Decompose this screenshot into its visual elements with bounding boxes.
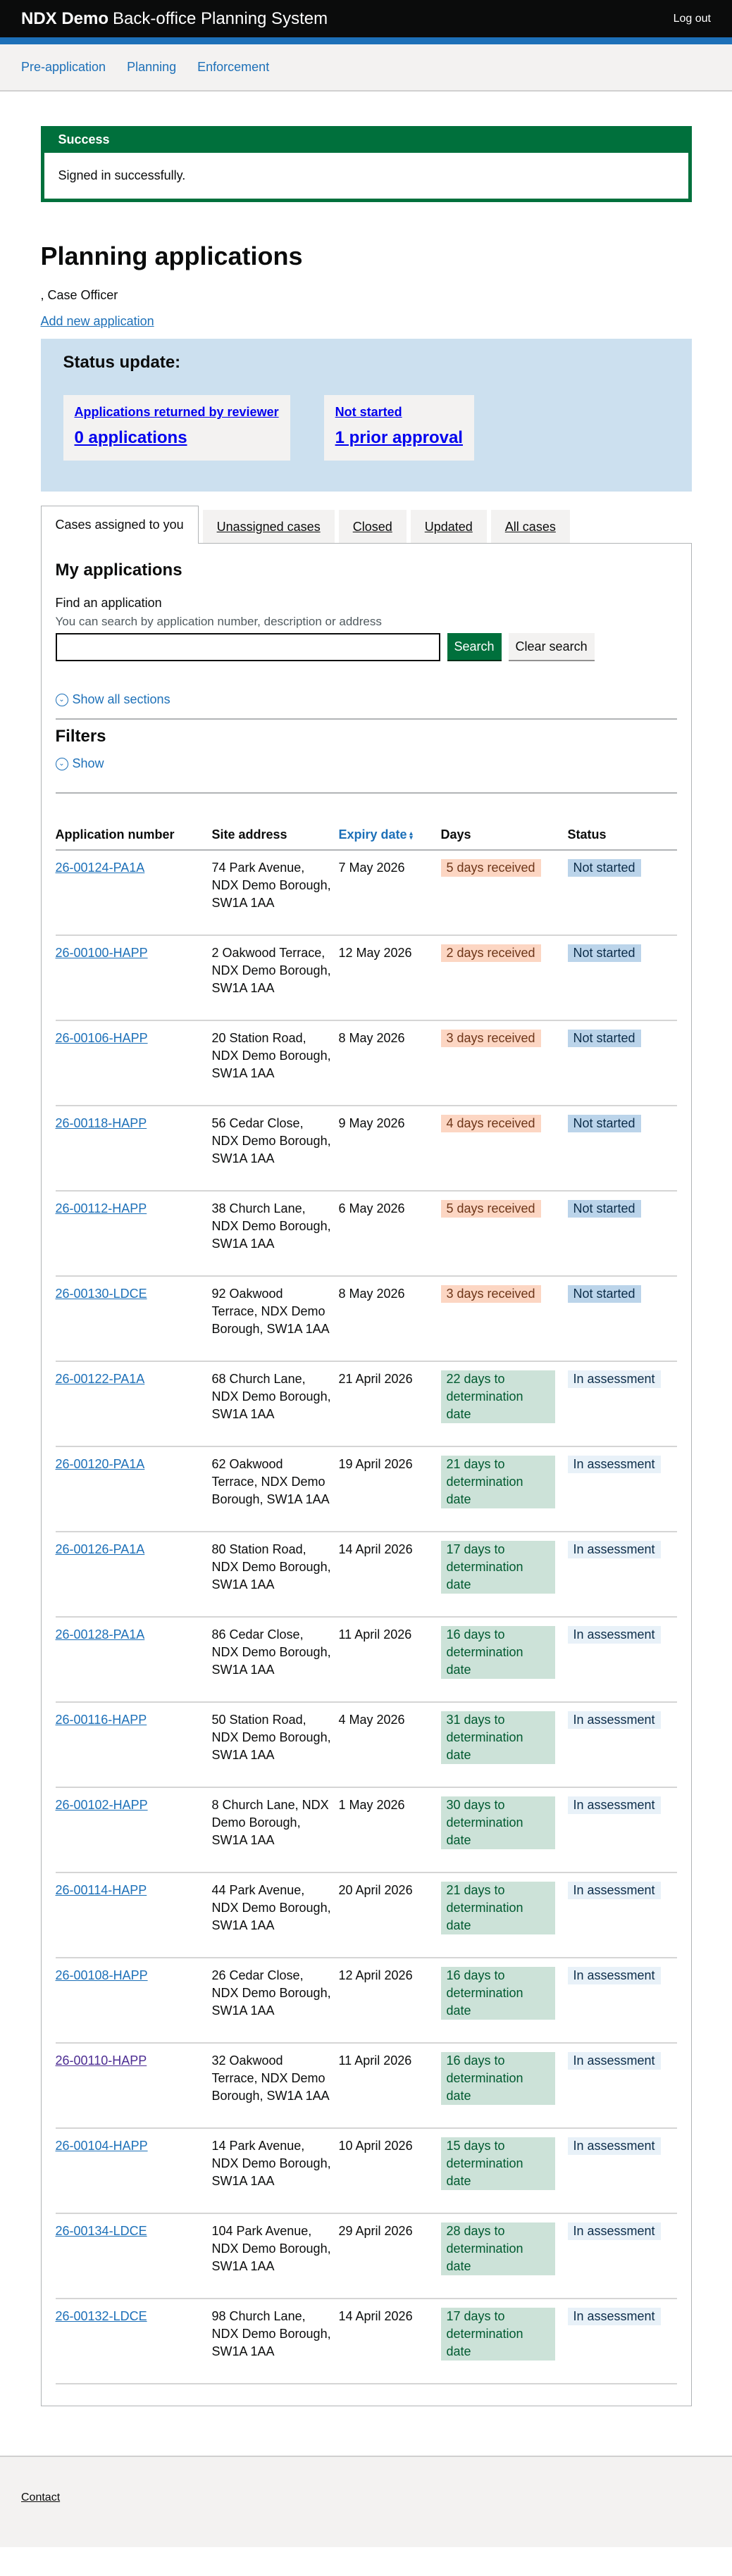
table-row	[56, 1958, 677, 2043]
days-cell	[441, 1872, 568, 1958]
application-link[interactable]: 26-00104-HAPP	[55, 2139, 148, 2153]
site-address: 62 Oakwood Terrace, NDX Demo Borough, SW1A 1AA	[212, 1446, 339, 1532]
days-cell	[441, 1276, 568, 1361]
status-badge: In assessment	[568, 2308, 661, 2325]
expiry-date-label: Expiry date	[338, 827, 407, 842]
nav-planning[interactable]: Planning	[127, 60, 177, 74]
table-row	[56, 2128, 677, 2213]
status-badge: In assessment	[568, 2222, 661, 2240]
expiry-date: 12 May 2026	[339, 935, 441, 1020]
status-update-panel	[41, 339, 692, 492]
days-tag: 15 days to determination date	[441, 2137, 555, 2190]
success-banner-message: Signed in successfully.	[58, 168, 186, 182]
site-address: 50 Station Road, NDX Demo Borough, SW1A 1AA	[212, 1702, 339, 1787]
days-cell	[441, 2043, 568, 2128]
site-address: 86 Cedar Close, NDX Demo Borough, SW1A 1AA	[212, 1617, 339, 1702]
success-banner-title: Success	[44, 130, 688, 153]
table-row	[56, 1702, 677, 1787]
days-cell	[441, 1532, 568, 1617]
tab-cases-assigned[interactable]: Cases assigned to you	[41, 506, 199, 544]
expiry-date: 7 May 2026	[339, 850, 441, 935]
expiry-date: 29 April 2026	[339, 2213, 441, 2299]
status-cell	[568, 2128, 677, 2213]
table-row	[56, 1532, 677, 1617]
table-row	[56, 2043, 677, 2128]
service-name[interactable]	[21, 9, 328, 29]
clear-search-button[interactable]: Clear search	[509, 633, 595, 660]
page-title: Planning applications	[40, 242, 303, 270]
returned-count-link[interactable]: 0 applications	[74, 428, 187, 447]
status-badge: Not started	[568, 1285, 641, 1303]
status-badge: Not started	[568, 859, 641, 877]
site-address: 26 Cedar Close, NDX Demo Borough, SW1A 1AA	[212, 1958, 339, 2043]
status-badge: In assessment	[568, 1541, 661, 1558]
application-link[interactable]: 26-00108-HAPP	[55, 1968, 148, 1982]
days-cell	[441, 1958, 568, 2043]
application-number-cell	[56, 1617, 212, 1702]
application-number-cell	[56, 1958, 212, 2043]
days-cell	[441, 1020, 568, 1106]
days-cell	[441, 1361, 568, 1446]
add-new-application-link[interactable]: Add new application	[40, 314, 154, 328]
expiry-date: 20 April 2026	[339, 1872, 441, 1958]
status-cell	[568, 2043, 677, 2128]
status-badge: In assessment	[568, 2137, 661, 2155]
status-badge: Not started	[568, 1030, 641, 1047]
application-number-cell	[56, 2043, 212, 2128]
divider	[56, 718, 677, 720]
status-cell	[568, 1191, 677, 1276]
site-address: 56 Cedar Close, NDX Demo Borough, SW1A 1AA	[212, 1106, 339, 1191]
expiry-date: 21 April 2026	[339, 1361, 441, 1446]
expiry-date: 14 April 2026	[339, 2299, 441, 2384]
application-link[interactable]: 26-00132-LDCE	[55, 2309, 147, 2323]
application-link[interactable]: 26-00100-HAPP	[55, 946, 148, 960]
site-address: 104 Park Avenue, NDX Demo Borough, SW1A 1AA	[212, 2213, 339, 2299]
days-cell	[441, 2299, 568, 2384]
days-tag: 16 days to determination date	[441, 1967, 555, 2020]
table-row	[56, 1446, 677, 1532]
application-link[interactable]: 26-00116-HAPP	[55, 1713, 147, 1727]
site-address: 2 Oakwood Terrace, NDX Demo Borough, SW1A 1AA	[212, 935, 339, 1020]
status-cell	[568, 1276, 677, 1361]
my-applications-title: My applications	[55, 561, 182, 580]
status-cell	[568, 1361, 677, 1446]
application-link[interactable]: 26-00128-PA1A	[55, 1627, 145, 1642]
expiry-date: 8 May 2026	[339, 1020, 441, 1106]
site-header	[0, 0, 732, 37]
status-badge: Not started	[568, 1200, 641, 1218]
table-row	[56, 1787, 677, 1872]
status-badge: In assessment	[568, 1711, 661, 1729]
site-address: 8 Church Lane, NDX Demo Borough, SW1A 1AA	[212, 1787, 339, 1872]
days-cell	[441, 1617, 568, 1702]
tab-panel	[41, 543, 692, 2406]
status-cell	[568, 850, 677, 935]
application-number-cell	[56, 850, 212, 935]
status-cell	[568, 1446, 677, 1532]
col-expiry-date-sort[interactable]	[339, 822, 441, 850]
not-started-link[interactable]: Not started	[335, 405, 402, 419]
primary-nav	[0, 44, 732, 92]
expiry-date: 6 May 2026	[339, 1191, 441, 1276]
table-row	[56, 1020, 677, 1106]
status-badge: In assessment	[568, 1370, 661, 1388]
application-number-cell	[56, 1787, 212, 1872]
days-cell	[441, 1191, 568, 1276]
status-cell	[568, 935, 677, 1020]
site-footer	[0, 2456, 732, 2547]
expiry-date: 11 April 2026	[339, 2043, 441, 2128]
application-number-cell	[56, 2213, 212, 2299]
application-link[interactable]: 26-00134-LDCE	[55, 2224, 147, 2238]
application-number-cell	[56, 2128, 212, 2213]
expiry-date: 11 April 2026	[339, 1617, 441, 1702]
table-row	[56, 1106, 677, 1191]
days-tag: 21 days to determination date	[441, 1456, 555, 1508]
application-number-cell	[56, 1532, 212, 1617]
contact-link[interactable]: Contact	[21, 2491, 61, 2503]
days-cell	[441, 1787, 568, 1872]
table-row	[56, 2299, 677, 2384]
application-link[interactable]: 26-00112-HAPP	[55, 1201, 147, 1215]
days-tag: 5 days received	[441, 859, 541, 877]
service-title: Back-office Planning System	[113, 8, 328, 28]
search-label: Find an application	[55, 596, 162, 610]
show-all-sections-toggle[interactable]	[56, 692, 677, 707]
show-all-sections-label: Show all sections	[72, 692, 170, 706]
application-number-cell	[56, 935, 212, 1020]
tab-all-cases[interactable]: All cases	[491, 510, 570, 543]
returned-by-reviewer-link[interactable]: Applications returned by reviewer	[74, 405, 279, 419]
status-badge: In assessment	[568, 1967, 661, 1984]
days-tag: 16 days to determination date	[441, 2052, 555, 2105]
nav-pre-application[interactable]: Pre-application	[21, 60, 106, 74]
col-site-address: Site address	[212, 822, 339, 850]
status-badge: In assessment	[568, 1456, 661, 1473]
status-cell	[568, 2213, 677, 2299]
days-tag: 16 days to determination date	[441, 1626, 555, 1679]
days-cell	[441, 935, 568, 1020]
search-hint: You can search by application number, description or address	[55, 615, 382, 628]
expiry-date: 1 May 2026	[339, 1787, 441, 1872]
status-card-returned	[63, 395, 290, 461]
days-cell	[441, 2213, 568, 2299]
application-number-cell	[56, 1702, 212, 1787]
status-cell	[568, 1106, 677, 1191]
expiry-date: 19 April 2026	[339, 1446, 441, 1532]
success-banner	[41, 126, 692, 202]
expiry-date: 8 May 2026	[339, 1276, 441, 1361]
site-address: 38 Church Lane, NDX Demo Borough, SW1A 1AA	[212, 1191, 339, 1276]
expiry-date: 4 May 2026	[339, 1702, 441, 1787]
site-address: 74 Park Avenue, NDX Demo Borough, SW1A 1AA	[212, 850, 339, 935]
table-row	[56, 1191, 677, 1276]
search-input[interactable]	[56, 633, 440, 661]
chevron-down-icon: ⌄	[56, 694, 68, 706]
table-row	[56, 1276, 677, 1361]
site-address: 98 Church Lane, NDX Demo Borough, SW1A 1AA	[212, 2299, 339, 2384]
not-started-count-link[interactable]: 1 prior approval	[335, 428, 463, 447]
days-tag: 3 days received	[441, 1285, 541, 1303]
status-cell	[568, 1617, 677, 1702]
application-number-cell	[56, 1276, 212, 1361]
status-badge: In assessment	[568, 1626, 661, 1644]
application-number-cell	[56, 1191, 212, 1276]
applications-table	[56, 822, 677, 2384]
days-tag: 17 days to determination date	[441, 2308, 555, 2361]
application-link[interactable]: 26-00106-HAPP	[55, 1031, 148, 1045]
days-cell	[441, 1106, 568, 1191]
status-badge: Not started	[568, 1115, 641, 1132]
application-link[interactable]: 26-00130-LDCE	[55, 1287, 147, 1301]
application-link[interactable]: 26-00102-HAPP	[55, 1798, 148, 1812]
application-number-cell	[56, 1446, 212, 1532]
days-cell	[441, 2128, 568, 2213]
site-address: 92 Oakwood Terrace, NDX Demo Borough, SW1A 1AA	[212, 1276, 339, 1361]
filters-show-label: Show	[72, 756, 104, 770]
table-row	[56, 1361, 677, 1446]
brand-name: NDX Demo	[21, 8, 109, 28]
days-tag: 17 days to determination date	[441, 1541, 555, 1594]
application-link[interactable]: 26-00122-PA1A	[55, 1372, 145, 1386]
tab-closed[interactable]: Closed	[339, 510, 407, 543]
status-cell	[568, 2299, 677, 2384]
logout-link[interactable]: Log out	[673, 12, 711, 25]
col-days: Days	[441, 822, 568, 850]
application-number-cell	[56, 1020, 212, 1106]
application-link[interactable]: 26-00126-PA1A	[55, 1542, 145, 1556]
expiry-date: 12 April 2026	[339, 1958, 441, 2043]
status-badge: In assessment	[568, 2052, 661, 2070]
main-content	[41, 126, 692, 2406]
application-number-cell	[56, 1361, 212, 1446]
status-card-not-started	[324, 395, 474, 461]
application-link[interactable]: 26-00110-HAPP	[55, 2053, 147, 2068]
status-cell	[568, 1872, 677, 1958]
expiry-date: 10 April 2026	[339, 2128, 441, 2213]
days-tag: 5 days received	[441, 1200, 541, 1218]
site-address: 80 Station Road, NDX Demo Borough, SW1A 1AA	[212, 1532, 339, 1617]
days-tag: 28 days to determination date	[441, 2222, 555, 2275]
application-link[interactable]: 26-00118-HAPP	[55, 1116, 147, 1130]
nav-enforcement[interactable]: Enforcement	[197, 60, 270, 74]
site-address: 32 Oakwood Terrace, NDX Demo Borough, SW1A 1AA	[212, 2043, 339, 2128]
expiry-date: 9 May 2026	[339, 1106, 441, 1191]
table-row	[56, 850, 677, 935]
status-badge: In assessment	[568, 1882, 661, 1899]
days-cell	[441, 1446, 568, 1532]
site-address: 44 Park Avenue, NDX Demo Borough, SW1A 1AA	[212, 1872, 339, 1958]
status-cell	[568, 1532, 677, 1617]
application-number-cell	[56, 2299, 212, 2384]
application-link[interactable]: 26-00124-PA1A	[55, 861, 145, 875]
days-cell	[441, 1702, 568, 1787]
table-row	[56, 2213, 677, 2299]
status-cell	[568, 1702, 677, 1787]
divider	[56, 792, 677, 794]
table-row	[56, 1872, 677, 1958]
application-link[interactable]: 26-00114-HAPP	[55, 1883, 147, 1897]
site-address: 14 Park Avenue, NDX Demo Borough, SW1A 1AA	[212, 2128, 339, 2213]
col-status: Status	[568, 822, 677, 850]
days-tag: 22 days to determination date	[441, 1370, 555, 1423]
application-number-cell	[56, 1106, 212, 1191]
tab-updated[interactable]: Updated	[411, 510, 487, 543]
status-cell	[568, 1787, 677, 1872]
filters-show-toggle[interactable]	[56, 756, 677, 771]
header-accent-bar	[0, 37, 732, 44]
filters-title: Filters	[55, 727, 106, 746]
days-tag: 4 days received	[441, 1115, 541, 1132]
days-cell	[441, 850, 568, 935]
user-role: , Case Officer	[40, 288, 118, 302]
days-tag: 3 days received	[441, 1030, 541, 1047]
days-tag: 31 days to determination date	[441, 1711, 555, 1764]
status-update-title: Status update:	[63, 353, 181, 372]
status-cell	[568, 1958, 677, 2043]
col-application-number: Application number	[56, 822, 212, 850]
application-number-cell	[56, 1872, 212, 1958]
chevron-down-icon: ⌄	[56, 758, 68, 770]
status-badge: In assessment	[568, 1796, 661, 1814]
site-address: 20 Station Road, NDX Demo Borough, SW1A 1AA	[212, 1020, 339, 1106]
sort-icon: ▴▾	[408, 830, 416, 839]
table-row	[56, 935, 677, 1020]
expiry-date: 14 April 2026	[339, 1532, 441, 1617]
days-tag: 21 days to determination date	[441, 1882, 555, 1934]
days-tag: 2 days received	[441, 944, 541, 962]
status-cell	[568, 1020, 677, 1106]
tab-unassigned-cases[interactable]: Unassigned cases	[203, 510, 335, 543]
status-badge: Not started	[568, 944, 641, 962]
case-tabs	[41, 506, 692, 543]
site-address: 68 Church Lane, NDX Demo Borough, SW1A 1AA	[212, 1361, 339, 1446]
table-row	[56, 1617, 677, 1702]
application-link[interactable]: 26-00120-PA1A	[55, 1457, 145, 1471]
search-button[interactable]: Search	[447, 633, 502, 660]
days-tag: 30 days to determination date	[441, 1796, 555, 1849]
